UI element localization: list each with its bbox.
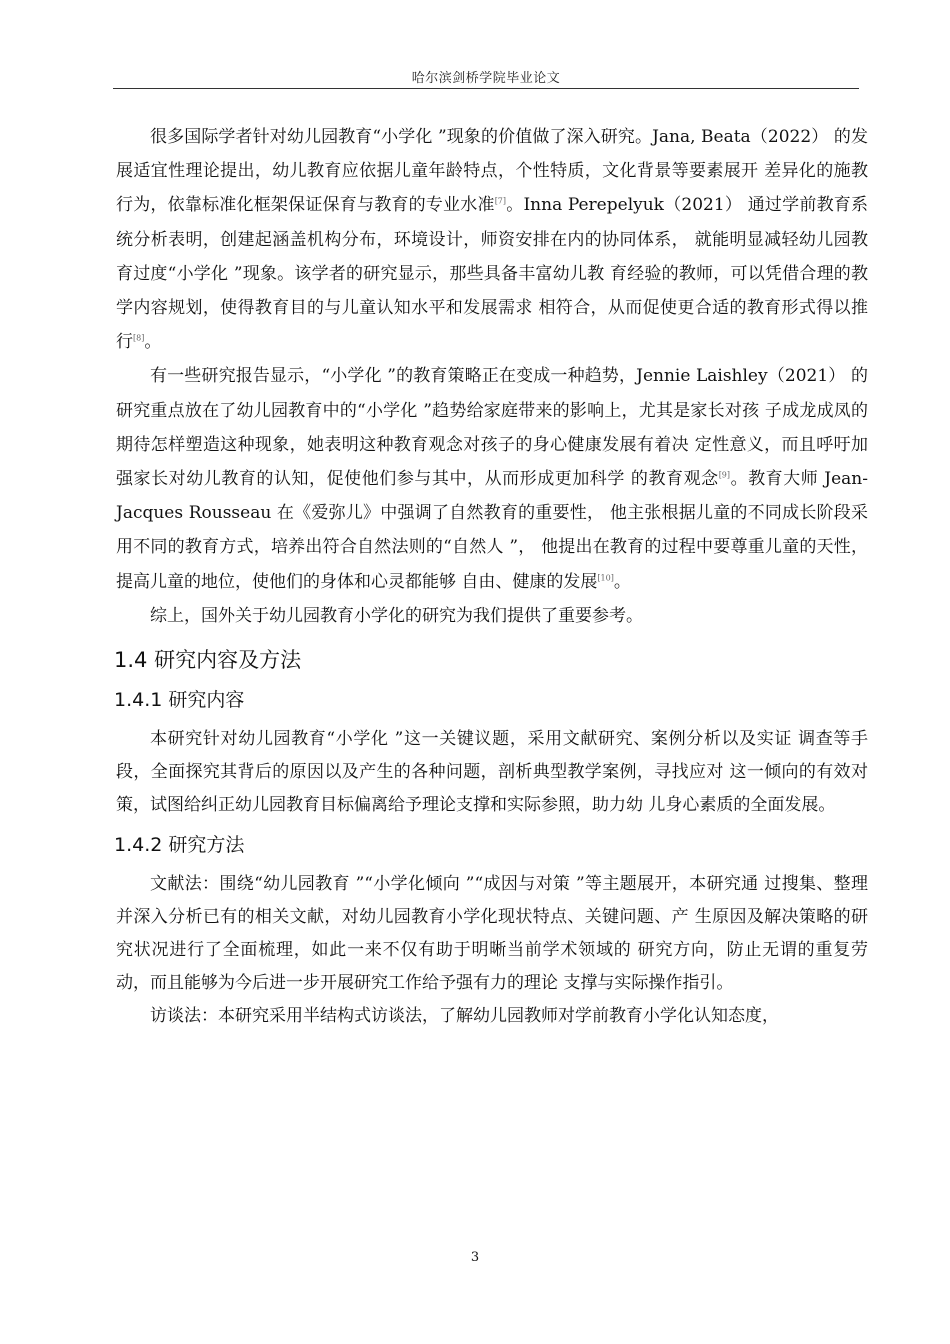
page-number: 3 <box>470 1250 480 1265</box>
citation-ref: [9] <box>718 470 731 480</box>
subsection-heading-1-4-2: 1.4.2 研究方法 <box>114 834 245 857</box>
page-body <box>116 120 868 1033</box>
paragraph-text: 有一些研究报告显示，“小学化 ”的教育策略正在变成一种趋势，Jennie Laishley（2021） 的研究重点放在了幼儿园教育中的“小学化 ”趋势给家庭带来的影响上，尤其是家长对孩 子成龙成凤的期待怎样塑造这种现象，她表明这种教育观念对孩子的身心健康发展有着决 定性意义，而且呼吁加强家长对幼儿教育的认知，促使他们参与其中，从而形成更加科学 的教育观念 <box>116 366 868 490</box>
citation-ref: [10] <box>597 572 614 582</box>
paragraph-intl-research-2 <box>116 359 868 598</box>
running-header: 哈尔滨剑桥学院毕业论文 <box>411 71 561 86</box>
paragraph-text: 很多国际学者针对幼儿园教育“小学化 ”现象的价值做了深入研究。Jana, Beata（2022） 的发展适宜性理论提出，幼儿教育应依据儿童年龄特点，个性特质，文化背景等要素展开 差异化的施教行为，依靠标准化框架保证保育与教育的专业水准 <box>116 127 868 216</box>
paragraph-text: 。教育大师 Jean-Jacques Rousseau 在《爱弥儿》中强调了自然教育的重要性， 他主张根据儿童的不同成长阶段采用不同的教育方式，培养出符合自然法则的“自然人 ”， 他提出在教育的过程中要尊重儿童的天性，提高儿童的地位，使他们的身体和心灵都能够 自由、健康的发展 <box>116 469 868 592</box>
citation-ref: [8] <box>133 333 145 343</box>
paragraph-intl-research-1 <box>116 120 868 359</box>
paragraph-text: 。 <box>613 571 631 592</box>
subsection-heading-1-4-1: 1.4.1 研究内容 <box>114 689 245 712</box>
paragraph-text: 。Inna Perepelyuk（2021） 通过学前教育系统分析表明，创建起涵盖机构分布，环境设计，师资安排在内的协同体系， 就能明显减轻幼儿园教育过度“小学化 ”现象。该学者的研究显示，那些具备丰富幼儿教 育经验的教师，可以凭借合理的教学内容规划，使得教育目的与儿童认知水平和发展需求 相符合，从而促使更合适的教育形式得以推行 <box>116 195 868 353</box>
paragraph-interview-method: 访谈法：本研究采用半结构式访谈法，了解幼儿园教师对学前教育小学化认知态度， <box>150 1006 779 1027</box>
citation-ref: [7] <box>494 196 507 206</box>
paragraph-literature-method: 文献法：围绕“幼儿园教育 ”“小学化倾向 ”“成因与对策 ”等主题展开，本研究通 过搜集、整理并深入分析已有的相关文献，对幼儿园教育小学化现状特点、关键问题、产 生原因及解决策略的研究状况进行了全面梳理，如此一来不仅有助于明晰当前学术领域的 研究方向，防止无谓的重复劳动，而且能够为今后进一步开展研究工作给予强有力的理论 支撑与实际操作指引。 <box>116 874 868 994</box>
paragraph-summary <box>116 599 868 633</box>
paragraph-text: 。 <box>144 332 162 353</box>
paragraph-text: 综上，国外关于幼儿园教育小学化的研究为我们提供了重要参考。 <box>150 605 643 626</box>
header-divider <box>113 88 859 89</box>
section-heading-1-4: 1.4 研究内容及方法 <box>114 648 302 673</box>
paragraph-research-content: 本研究针对幼儿园教育“小学化 ”这一关键议题，采用文献研究、案例分析以及实证 调查等手段，全面探究其背后的原因以及产生的各种问题，剖析典型教学案例，寻找应对 这一倾向的有效对策，试图给纠正幼儿园教育目标偏离给予理论支撑和实际参照，助力幼 儿身心素质的全面发展。 <box>116 729 868 816</box>
